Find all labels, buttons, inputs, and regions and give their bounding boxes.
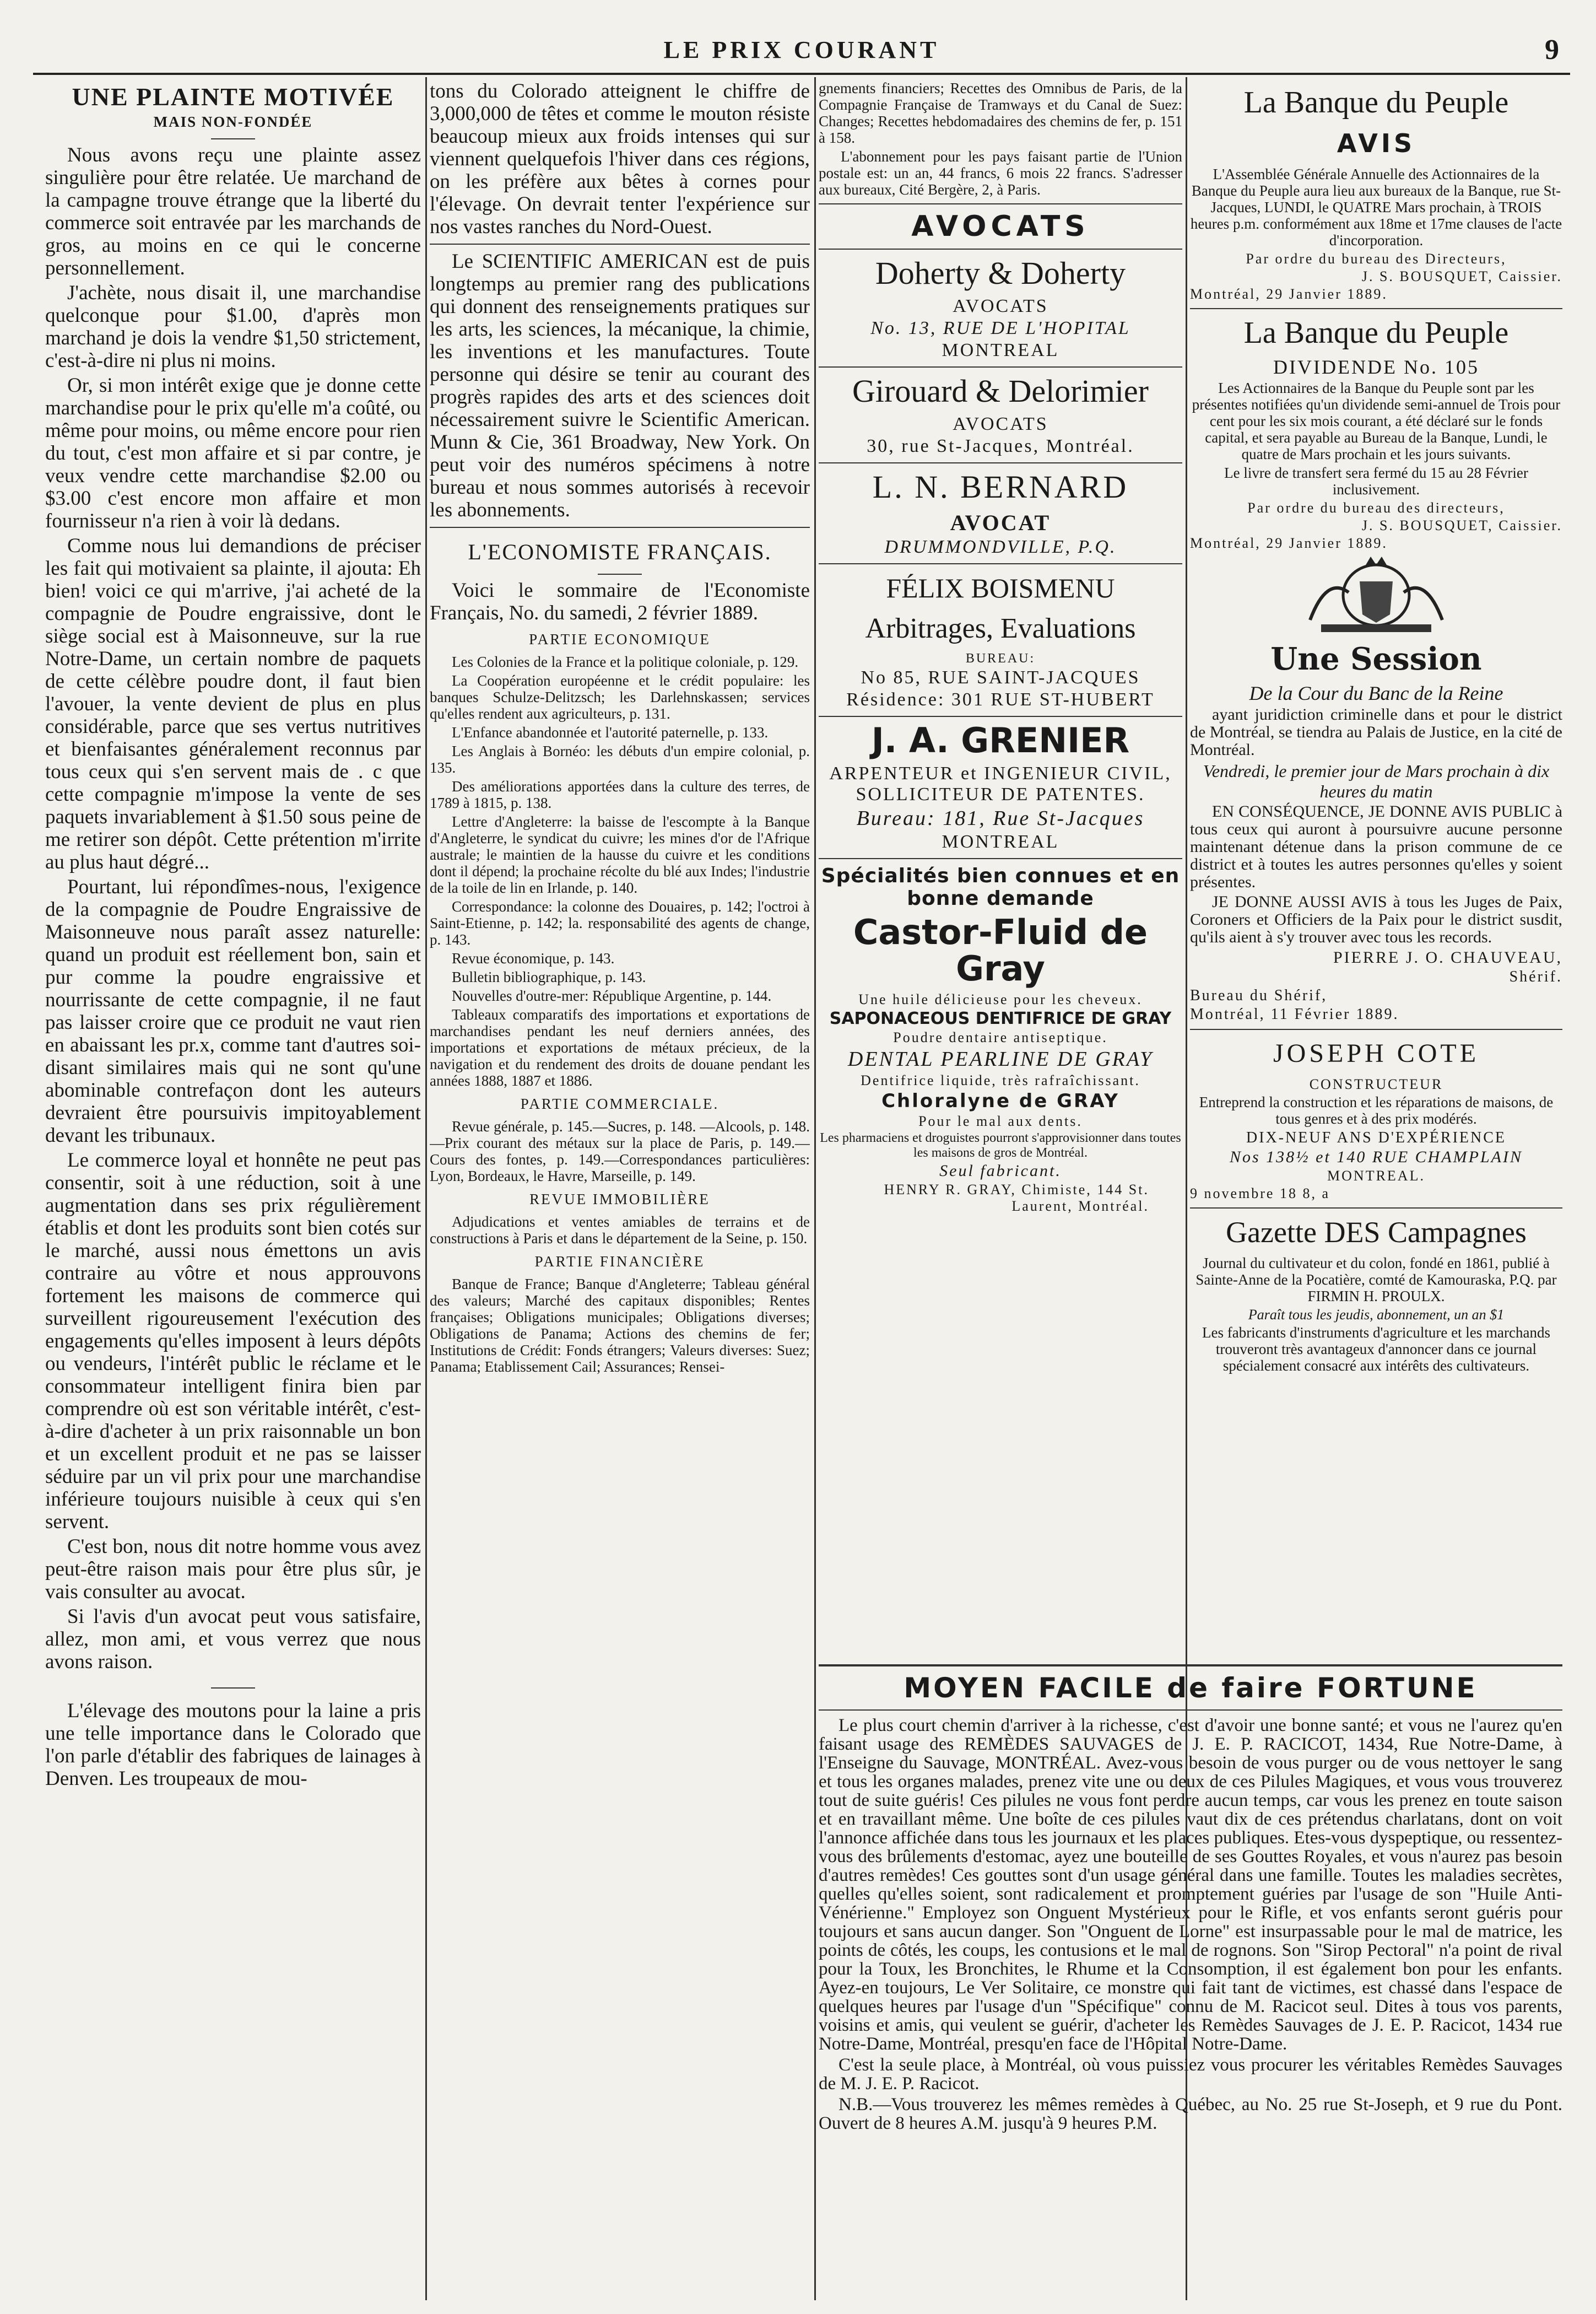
divider — [1190, 308, 1562, 309]
section-heading: PARTIE COMMERCIALE. — [520, 1096, 719, 1112]
ad-name: L. N. BERNARD — [872, 469, 1129, 505]
session-bureau-date: Montréal, 11 Février 1889. — [1190, 1006, 1399, 1023]
running-title: LE PRIX COURANT — [663, 36, 940, 63]
summary-item: La Coopération européenne et le crédit populaire: les banques Schulze-Delitzsch; les Darlehnskassen; services qu'elles rendent aux agriculteurs, p. 131. — [430, 672, 810, 722]
ad-product: Chloralyne de GRAY — [881, 1090, 1119, 1112]
summary-item: Tableaux comparatifs des importations et exportations de marchandises pendant les neuf derniers années, des importations et exportations de métaux précieux, de la navigation et du rendement des droits de douane pendant les années 1888, 1887 et 1886. — [430, 1006, 810, 1089]
ad-note: Les pharmaciens et droguistes pourront s'approvisionner dans toutes les maisons de gros de Montréal. — [820, 1131, 1181, 1160]
ad-residence: Résidence: 301 RUE ST-HUBERT — [846, 689, 1155, 710]
divider — [598, 574, 642, 575]
royal-arms-icon — [1288, 554, 1464, 637]
notice-text: Le livre de transfert sera fermé du 15 au 28 Février inclusivement. — [1224, 465, 1528, 498]
ad-signature: HENRY R. GRAY, Chimiste, 144 St. Laurent, Montréal. — [884, 1182, 1149, 1214]
ad-name: Doherty & Doherty — [875, 255, 1126, 291]
divider — [430, 244, 810, 245]
ad-experience: DIX-NEUF ANS D'EXPÉRIENCE — [1246, 1129, 1507, 1146]
gazette-note: Les fabricants d'instruments d'agriculture et les marchands trouveront très avantageux d'annoncer dans ce journal spécialement consacré aux intérêts des cultivateurs. — [1202, 1324, 1551, 1374]
page-number: 9 — [1545, 34, 1559, 66]
notice-text: L'Assemblée Générale Annuelle des Actionnaires de la Banque du Peuple aura lieu aux bureaux de la Banque, rue St-Jacques, LUNDI, le QUATRE Mars prochain, à TROIS heures p.m. conformément aux 18me et 17me clauses de l'acte d'incorporation. — [1190, 166, 1562, 249]
article-paragraph: Or, si mon intérêt exige que je donne cette marchandise pour le prix qu'elle m'a coûté, ou même pour moins, ou même encore pour rien du tout, c'est mon affaire et si par contre, je veux vendre cette marchandise $2.00 ou $3.00 c'est encore mon affaire et mon fournisseur n'a rien à voir là dedans. — [45, 374, 421, 532]
summary-item: Nouvelles d'outre-mer: République Argentine, p. 144. — [452, 988, 772, 1004]
ad-address: Nos 138½ et 140 RUE CHAMPLAIN — [1230, 1148, 1523, 1166]
summary-item: Les Anglais à Bornéo: les débuts d'un empire colonial, p. 135. — [430, 743, 810, 776]
ad-city: MONTREAL. — [1327, 1168, 1425, 1184]
column-2 — [430, 80, 810, 2297]
article-paragraph: C'est bon, nous dit notre homme vous avez peut-être raison mais pour être plus sûr, je vais consulter au avocat. — [45, 1535, 421, 1603]
notice-order: Par ordre du bureau des directeurs, — [1247, 500, 1505, 516]
economiste-intro: Voici le sommaire de l'Economiste Français, No. du samedi, 2 février 1889. — [430, 579, 810, 624]
notice-heading: AVIS — [1337, 128, 1416, 158]
article-paragraph: Pourtant, lui répondîmes-nous, l'exigence de la compagnie de Poudre Engraissive de Maisonneuve nous paraît assez naturelle: quand un produit est réellement bon, sain et pur comme la poudre engraissive et nourrissante de cette compagnie, il ne faut pas laisser croire que ce produit ne vaut rien en abaissant les pr.x, comme tant d'autres soi-disant similaires mais qui ne sont qu'une abominable contrefaçon dont les auteurs devraient être poursuivis impitoyablement devant les tribunaux. — [45, 876, 421, 1147]
header-rule — [33, 73, 1570, 75]
summary-item: Adjudications et ventes amiables de terrains et de constructions à Paris et dans le département de la Seine, p. 150. — [430, 1213, 810, 1247]
session-title: Une Session — [1270, 641, 1482, 677]
fortune-banner: MOYEN FACILE de faire FORTUNE — [904, 1672, 1478, 1704]
article-paragraph: Nous avons reçu une plainte assez singulière pour être relatée. Ue marchand de la campagne trouve étrange que la liberté du commerce soit entravée par les marchands de gros, au moins en ce qui le concerne personnellement. — [45, 144, 421, 279]
ad-heading: Spécialités bien connues et en bonne demande — [821, 865, 1180, 910]
summary-item: Bulletin bibliographique, p. 143. — [452, 969, 646, 985]
fortune-paragraph: N.B.—Vous trouverez les mêmes remèdes à Québec, au No. 25 rue St-Joseph, et 9 rue du Pont. Ouvert de 8 heures A.M. jusqu'à 9 heures P.M. — [819, 2095, 1562, 2133]
ad-product-desc: Dentifrice liquide, très rafraîchissant. — [861, 1072, 1140, 1088]
article-title: UNE PLAINTE MOTIVÉE — [72, 83, 394, 111]
divider — [211, 138, 255, 139]
fortune-paragraph: Le plus court chemin d'arriver à la richesse, c'est d'avoir une bonne santé; et vous ne l'aurez qu'en faisant usage des REMÈDES SAUVAGES de J. E. P. RACICOT, 1434, Rue Notre-Dame, à l'Enseigne du Sauvage, MONTRÉAL. Avez-vous besoin de vous purger ou de vous nettoyer le sang et tous les organes malades, prenez vite une ou deux de ces Pilules Magiques, et vous vous trouverez tout de suite guéris! Ces pilules ne vous font perdre aucun temps, car vous les prenez en toute saison et en travaillant même. Une boîte de ces pilules vaut dix de ces prétendus charlatans, dont on voit l'annonce affichée dans tous les journaux et les places publiques. Etes-vous dyspeptique, ou ressentez-vous des brûlements d'estomac, ayez une bouteille de ses Gouttes Royales, et vous n'aurez pas besoin d'autres remèdes! Ces gouttes sont d'un usage général dans une famille. Toutes les maladies secrètes, quelles qu'elles soient, sont radicalement et promptement guéries par l'usage de son "Huile Anti-Vénérienne." Employez son Onguent Mystérieux pour le Rifle, et vos enfants seront guéris pour toujours et sans aucun danger. Son "Onguent de Lorne" est insurpassable pour le mal de matrice, les points de côtés, les coups, les contusions et le mal de rognons. Son "Sirop Pectoral" n'a point de rival pour la Toux, les Bronchites, le Rhume et la Consomption, il est également bon pour les enfants. Ayez-en toujours, Le Ver Solitaire, ce monstre qui fait tant de victimes, est chassé dans l'espace de quelques heures par l'usage d'un "Spécifique" connu de M. Racicot seul. Dites à tous vos parents, voisins et amis, qui veulent se guérir, d'acheter les Remèdes Sauvages de J. E. P. Racicot, 1434 rue Notre-Dame, Montréal, presqu'en face de l'Hôpital Notre-Dame. — [819, 1716, 1562, 2054]
page-header — [33, 30, 1570, 69]
summary-item: Banque de France; Banque d'Angleterre; Tableau général des valeurs; Marché des capitaux disponibles; Rentes françaises; Obligations municipales; Obligations diverses; Obligations de Panama; Actions des chemins de fer; Institutions de Crédit: Fonds étrangers; Valeurs diverses: Suez; Panama; Etablissement Cail; Assurances; Rensei- — [430, 1276, 810, 1375]
gazette-desc: Journal du cultivateur et du colon, fondé en 1861, publié à Sainte-Anne de la Pocatière, comté de Kamouraska, P.Q. par FIRMIN H. PROULX. — [1195, 1255, 1557, 1304]
session-notice: EN CONSÉQUENCE, JE DONNE AVIS PUBLIC à tous ceux qui auront à poursuivre aucune personne maintenant détenue dans la prison commune de ce district et à toutes les autres personnes qu'elles y soient présentes. — [1190, 802, 1562, 891]
ad-city: MONTREAL — [942, 832, 1059, 852]
divider — [819, 462, 1182, 463]
ad-role: Arbitrages, Evaluations — [865, 613, 1136, 644]
notice-order: Par ordre du bureau des Directeurs, — [1246, 251, 1507, 267]
summary-item: Revue générale, p. 145.—Sucres, p. 148. —Alcools, p. 148.—Prix courant des métaux sur la place de Paris, p. 149.—Cours des fontes, p. 149.—Correspondances particulières: Lyon, Bordeaux, le Havre, Marseille, p. 149. — [430, 1118, 810, 1184]
divider — [819, 1664, 1562, 1666]
ad-fabricant: Seul fabricant. — [939, 1162, 1062, 1180]
article-paragraph: Si l'avis d'un avocat peut vous satisfaire, allez, mon ami, et vous verrez que nous avons raison. — [45, 1605, 421, 1673]
ad-name: FÉLIX BOISMENU — [886, 573, 1115, 603]
ad-city: MONTREAL — [942, 340, 1059, 360]
divider — [211, 1687, 255, 1689]
ad-name: Girouard & Delorimier — [852, 373, 1149, 409]
ad-product-desc: Poudre dentaire antiseptique. — [893, 1029, 1108, 1045]
section-heading: PARTIE ECONOMIQUE — [529, 631, 711, 648]
divider — [819, 716, 1182, 717]
ad-address: Bureau: 181, Rue St-Jacques — [856, 807, 1145, 830]
dividend-heading: DIVIDENDE No. 105 — [1273, 356, 1479, 378]
session-text: ayant juridiction criminelle dans et pour le district de Montréal, se tiendra au Palais de Justice, en la cité de Montréal. — [1190, 705, 1562, 759]
avocats-banner: AVOCATS — [911, 210, 1090, 243]
subscription-notice: L'abonnement pour les pays faisant partie de l'Union postale est: un an, 44 francs, 6 mois 22 francs. S'adresser aux bureaux, Cité Bergère, 2, à Paris. — [819, 148, 1182, 198]
sheep-paragraph-continued: tons du Colorado atteignent le chiffre de 3,000,000 de têtes et comme le mouton résiste beaucoup mieux aux froids intenses qui sur viennent quelquefois l'hiver dans ces régions, on les préfère aux bêtes à cornes pour l'élevage. On devrait tenter l'expérience sur nos vastes ranches du Nord-Ouest. — [430, 80, 810, 238]
summary-item: Revue économique, p. 143. — [452, 950, 615, 967]
ad-date: 9 novembre 18 8, a — [1190, 1185, 1330, 1201]
section-heading: PARTIE FINANCIÈRE — [534, 1253, 705, 1270]
economiste-title: L'ECONOMISTE FRANÇAIS. — [468, 540, 772, 564]
section-heading: REVUE IMMOBILIÈRE — [529, 1191, 710, 1207]
gazette-title: Gazette DES Campagnes — [1226, 1216, 1527, 1249]
ad-address: No 85, RUE SAINT-JACQUES — [861, 667, 1140, 688]
ad-product-desc: Pour le mal aux dents. — [918, 1113, 1083, 1129]
session-bureau: Bureau du Shérif, — [1190, 987, 1328, 1004]
ad-product-desc: Une huile délicieuse pour les cheveux. — [858, 991, 1143, 1007]
session-signature: PIERRE J. O. CHAUVEAU, — [1333, 948, 1562, 967]
column-rule — [814, 77, 816, 2300]
scientific-american-notice: Le SCIENTIFIC AMERICAN est de puis longtemps au premier rang des publications qui donnent des renseignements pratiques sur les arts, les sciences, la mécanique, la chimie, les inventions et les manufactures. Toute personne qui désire se tenir au courant des progrès rapides des arts et des sciences doit nécessairement suivre le Scientific American. Munn & Cie, 361 Broadway, New York. On peut voir des numéros spécimens à notre bureau et nous sommes autorisés à recevoir les abonnements. — [430, 250, 810, 521]
ad-role: ARPENTEUR et INGENIEUR CIVIL, SOLLICITEUR DE PATENTES. — [829, 763, 1172, 805]
session-date: Vendredi, le premier jour de Mars prochain à dix heures du matin — [1203, 761, 1550, 801]
fortune-advertisement — [819, 1659, 1562, 2135]
divider — [819, 563, 1182, 564]
bank-title: La Banque du Peuple — [1243, 85, 1509, 120]
article-paragraph: J'achète, nous disait il, une marchandise quelconque pour $1.00, d'après mon marchand je dois la vendre $1,50 strictement, c'est-à-dire ni plus ni moins. — [45, 282, 421, 372]
session-sherif: Shérif. — [1509, 968, 1562, 985]
divider — [819, 249, 1182, 250]
ad-desc: Entreprend la construction et les réparations de maisons, de tous genres et à des prix modérés. — [1199, 1094, 1554, 1127]
ad-product: Castor-Fluid de Gray — [853, 912, 1148, 989]
divider — [1190, 1029, 1562, 1030]
ad-role: AVOCATS — [953, 414, 1048, 434]
session-subtitle: De la Cour du Banc de la Reine — [1249, 682, 1503, 704]
ad-address: No. 13, RUE DE L'HOPITAL — [870, 318, 1130, 338]
ad-name: JOSEPH COTE — [1273, 1039, 1480, 1068]
summary-item: L'Enfance abandonnée et l'autorité paternelle, p. 133. — [452, 724, 769, 741]
ad-product: SAPONACEOUS DENTIFRICE DE GRAY — [829, 1009, 1172, 1028]
article-paragraph: Le commerce loyal et honnête ne peut pas consentir, soit à une réduction, soit à une augmentation dans ses prix régulièrement établis et dont les produits sont bien cotés sur le marché, aussi nous émettons un avis contraire au vôtre et nous approuvons fortement les maisons de commerce qui surveillent rigoureusement l'exécution des engagements qu'elles imposent à leurs dépôts ou vendeurs, l'intérêt public le réclame et le consommateur intelligent finira bien par comprendre où est son véritable intérêt, c'est-à-dire d'acheter à un prix raisonnable un bon et un excellent produit et ne pas se laisser séduire par un vil prix pour une marchandise inférieure toujours nuisible à ceux qui s'en servent. — [45, 1149, 421, 1533]
ad-bureau-label: BUREAU: — [965, 651, 1036, 666]
divider — [819, 366, 1182, 368]
notice-signature: J. S. BOUSQUET, Caissier. — [1361, 517, 1562, 533]
article-paragraph: Comme nous lui demandions de préciser les fait qui motivaient sa plainte, il ajouta: Eh bien! voici ce qui m'arrive, j'ai acheté de la compagnie de Poudre engraissive, dont le siège social est à Maisonneuve, sur la rue Notre-Dame, un certain nombre de paquets de cette célèbre poudre dont, il faut bien l'avouer, la vente devient de plus en plus considérable, parce que ses vertus nutritives et bienfaisantes généralement reconnus par tous ceux qui s'en servent mais de . c que cette compagnie m'impose la vente de ses paquets invariablement à $1.50 sous peine de me retirer son dépôt. Cette prétention m'irrite au plus haut dégré... — [45, 535, 421, 873]
bank-title: La Banque du Peuple — [1243, 316, 1509, 350]
summary-item: Des améliorations apportées dans la culture des terres, de 1789 à 1815, p. 138. — [430, 778, 810, 811]
summary-item: Correspondance: la colonne des Douaires, p. 142; l'octroi à Saint-Etienne, p. 142; la. responsabilité des agents de change, p. 143. — [430, 898, 810, 948]
ad-role: CONSTRUCTEUR — [1309, 1076, 1443, 1092]
ad-name: J. A. GRENIER — [871, 720, 1130, 760]
column-rule — [425, 77, 427, 2300]
divider — [819, 858, 1182, 859]
ad-product: DENTAL PEARLINE DE GRAY — [847, 1048, 1154, 1071]
notice-date: Montréal, 29 Janvier 1889. — [1190, 535, 1388, 551]
divider — [430, 527, 810, 528]
ad-role: AVOCATS — [953, 296, 1048, 316]
gazette-subscription: Paraît tous les jeudis, abonnement, un an $1 — [1248, 1307, 1505, 1323]
session-notice: JE DONNE AUSSI AVIS à tous les Juges de Paix, Coroners et Officiers de la Paix pour le district susdit, qu'ils aient à s'y trouver avec tous les records. — [1190, 893, 1562, 946]
column-1 — [45, 80, 421, 2297]
summary-item: Lettre d'Angleterre: la baisse de l'escompte à la Banque d'Angleterre, le syndicat du cuivre; les mines d'or de l'Afrique australe; le maintien de la hausse du cuivre et les conditions dont il dépend; la prochaine récolte du blé aux Indes; l'industrie de la toile de lin en Irlande, p. 140. — [430, 813, 810, 896]
fortune-paragraph: C'est la seule place, à Montréal, où vous puissiez vous procurer les véritables Remèdes Sauvages de M. J. E. P. Racicot. — [819, 2055, 1562, 2094]
summary-item-continued: gnements financiers; Recettes des Omnibus de Paris, de la Compagnie Française de Tramways et du Canal de Suez: Changes; Recettes hebdomadaires des chemins de fer, p. 151 à 158. — [819, 80, 1182, 146]
divider — [1190, 1207, 1562, 1209]
notice-date: Montréal, 29 Janvier 1889. — [1190, 286, 1388, 302]
article-subtitle: MAIS NON-FONDÉE — [153, 114, 313, 130]
notice-text: Les Actionnaires de la Banque du Peuple sont par les présentes notifiées qu'un dividende semi-annuel de Trois pour cent pour les six mois courant, a été déclaré sur le fonds capital, et sera payable au Bureau de la Banque, Lundi, le quatre de Mars prochain et les jours suivants. — [1192, 380, 1561, 462]
ad-city: DRUMMONDVILLE, P.Q. — [884, 537, 1117, 557]
sheep-paragraph: L'élevage des moutons pour la laine a pris une telle importance dans le Colorado que l'on parle d'établir des fabriques de lainages à Denven. Les troupeaux de mou- — [45, 1700, 421, 1790]
notice-signature: J. S. BOUSQUET, Caissier. — [1361, 268, 1562, 284]
ad-address: 30, rue St-Jacques, Montréal. — [867, 436, 1134, 456]
summary-item: Les Colonies de la France et la politique coloniale, p. 129. — [452, 654, 799, 670]
divider — [819, 203, 1182, 204]
ad-role: AVOCAT — [950, 510, 1051, 535]
divider — [819, 1709, 1562, 1711]
